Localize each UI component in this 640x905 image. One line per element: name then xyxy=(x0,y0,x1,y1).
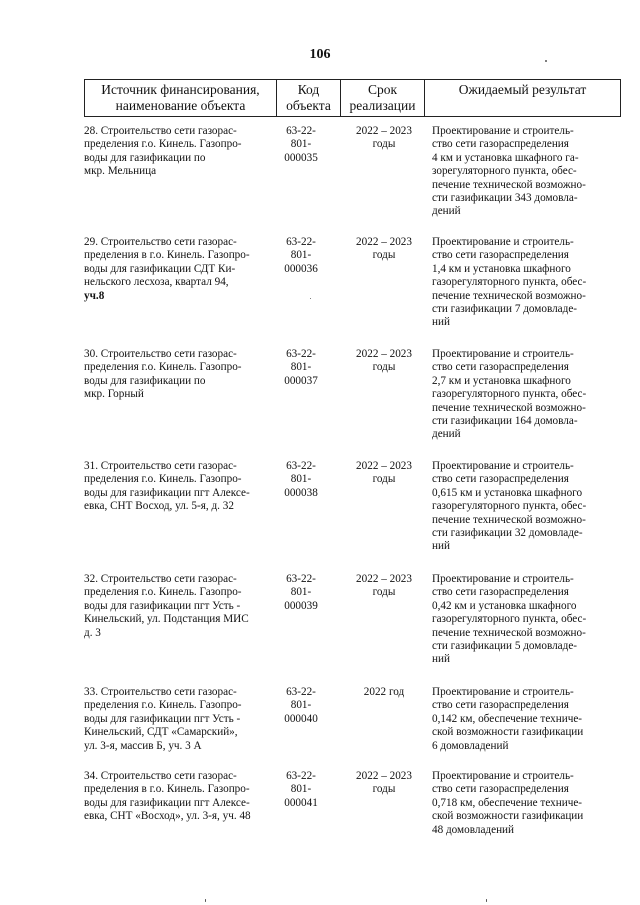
result-line: ской возможности газификации xyxy=(432,810,584,823)
result-line: сти газификации 164 домовла- xyxy=(432,415,578,428)
header-code-line: объекта xyxy=(286,98,331,113)
result-line: ство сети газораспределения xyxy=(432,699,569,712)
result-line: зорегуляторного пункта, обес- xyxy=(432,165,577,178)
source-line: пределения г.о. Кинель. Газопро- xyxy=(84,586,242,599)
result-line: ской возможности газификации xyxy=(432,726,584,739)
term-line: годы xyxy=(372,473,396,486)
result-line: ство сети газораспределения xyxy=(432,783,569,796)
code-line: 000040 xyxy=(284,712,318,725)
source-line: пределения г.о. Кинель. Газопро- xyxy=(84,361,242,374)
term-line: 2022 – 2023 xyxy=(356,125,412,137)
code-line: 801- xyxy=(290,473,312,486)
result-cell xyxy=(432,573,628,667)
source-line: 29. Строительство сети газорас- xyxy=(84,236,237,248)
term-cell xyxy=(342,125,426,152)
code-line: 801- xyxy=(290,361,312,374)
code-cell xyxy=(276,348,326,388)
code-line: 63-22- xyxy=(286,460,316,472)
result-cell xyxy=(432,460,628,554)
code-line: 801- xyxy=(290,138,312,151)
code-line: 000038 xyxy=(284,486,318,499)
header-code-line: Код xyxy=(297,82,320,97)
term-cell xyxy=(342,236,426,263)
result-line: газорегуляторного пункта, обес- xyxy=(432,388,587,401)
code-cell xyxy=(276,573,326,613)
result-line: 4 км и установка шкафного га- xyxy=(432,151,579,164)
header-result-line: Ожидаемый результат xyxy=(458,82,587,97)
term-cell xyxy=(342,686,426,699)
result-line: Проектирование и строитель- xyxy=(432,125,574,137)
result-cell xyxy=(432,686,628,753)
code-line: 63-22- xyxy=(286,236,316,248)
result-line: сти газификации 343 домовла- xyxy=(432,192,578,205)
result-line: 1,4 км и установка шкафного xyxy=(432,262,571,275)
result-line: печение технической возможно- xyxy=(432,513,586,526)
source-line: воды для газификации по xyxy=(84,151,206,164)
result-line: ство сети газораспределения xyxy=(432,586,569,599)
term-line: годы xyxy=(372,138,396,151)
scan-speck xyxy=(205,899,206,902)
code-line: 63-22- xyxy=(286,125,316,137)
result-line: ний xyxy=(432,316,450,329)
source-line: д. 3 xyxy=(84,626,101,639)
term-cell xyxy=(342,573,426,600)
result-line: газорегуляторного пункта, обес- xyxy=(432,276,587,289)
source-line: воды для газификации пгт Усть - xyxy=(84,599,241,612)
source-line: воды для газификации пгт Алексе- xyxy=(84,486,250,499)
term-line: 2022 – 2023 xyxy=(356,770,412,782)
source-line: ул. 3-я, массив Б, уч. 3 А xyxy=(84,739,202,752)
result-line: печение технической возможно- xyxy=(432,289,586,302)
result-line: дений xyxy=(432,205,461,218)
code-line: 801- xyxy=(290,783,312,796)
source-line: пределения в г.о. Кинель. Газопро- xyxy=(84,249,250,262)
code-line: 63-22- xyxy=(286,348,316,360)
source-line: 28. Строительство сети газорас- xyxy=(84,125,237,137)
code-cell xyxy=(276,236,326,276)
header-term-line: реализации xyxy=(349,98,416,113)
result-line: ство сети газораспределения xyxy=(432,361,569,374)
scan-speck xyxy=(310,298,311,299)
source-line: 34. Строительство сети газорас- xyxy=(84,770,237,782)
header-result xyxy=(425,80,621,117)
result-cell xyxy=(432,348,628,442)
code-cell xyxy=(276,770,326,810)
result-line: 0,615 км и установка шкафного xyxy=(432,486,583,499)
result-line: 2,7 км и установка шкафного xyxy=(432,374,571,387)
table-header xyxy=(84,79,621,117)
source-line: мкр. Мельница xyxy=(84,165,157,178)
page-number: 106 xyxy=(309,47,331,62)
result-line: 0,718 км, обеспечение техниче- xyxy=(432,796,583,809)
code-cell xyxy=(276,686,326,726)
source-line: евка, СНТ «Восход», ул. 3-я, уч. 48 xyxy=(84,810,251,823)
term-line: годы xyxy=(372,783,396,796)
code-line: 63-22- xyxy=(286,686,316,698)
result-line: Проектирование и строитель- xyxy=(432,460,574,472)
code-line: 000039 xyxy=(284,599,318,612)
source-cell xyxy=(84,686,280,753)
code-line: 000037 xyxy=(284,374,318,387)
result-line: сти газификации 32 домовладе- xyxy=(432,527,583,540)
code-cell xyxy=(276,460,326,500)
source-line: воды для газификации по xyxy=(84,374,206,387)
source-line: мкр. Горный xyxy=(84,388,144,401)
result-line: сти газификации 7 домовладе- xyxy=(432,303,578,316)
term-line: 2022 – 2023 xyxy=(356,573,412,585)
source-cell xyxy=(84,125,280,179)
result-line: 48 домовладений xyxy=(432,823,515,836)
scan-speck xyxy=(486,899,487,902)
source-line: пределения в г.о. Кинель. Газопро- xyxy=(84,783,250,796)
code-line: 000036 xyxy=(284,262,318,275)
source-line: евка, СНТ Восход, ул. 5-я, д. 32 xyxy=(84,500,234,513)
result-line: ний xyxy=(432,540,450,553)
header-term-line: Срок xyxy=(367,82,398,97)
source-line: 32. Строительство сети газорас- xyxy=(84,573,237,585)
source-line: пределения г.о. Кинель. Газопро- xyxy=(84,138,242,151)
source-line: воды для газификации пгт Алексе- xyxy=(84,796,250,809)
result-line: 6 домовладений xyxy=(432,739,509,752)
result-line: Проектирование и строитель- xyxy=(432,686,574,698)
result-line: Проектирование и строитель- xyxy=(432,770,574,782)
term-line: 2022 – 2023 xyxy=(356,236,412,248)
code-line: 000041 xyxy=(284,796,318,809)
source-line: нельского лесхоза, квартал 94, xyxy=(84,276,229,289)
source-line: пределения г.о. Кинель. Газопро- xyxy=(84,699,242,712)
term-line: годы xyxy=(372,361,396,374)
term-line: 2022 – 2023 xyxy=(356,348,412,360)
header-code xyxy=(277,80,341,117)
header-source-line: наименование объекта xyxy=(115,98,246,113)
source-line: Кинельский, СДТ «Самарский», xyxy=(84,726,238,739)
source-cell xyxy=(84,348,280,402)
result-line: газорегуляторного пункта, обес- xyxy=(432,613,587,626)
result-line: печение технической возможно- xyxy=(432,401,586,414)
result-line: дений xyxy=(432,428,461,441)
code-line: 801- xyxy=(290,586,312,599)
source-cell xyxy=(84,236,280,303)
term-cell xyxy=(342,770,426,797)
source-line: воды для газификации СДТ Ки- xyxy=(84,262,236,275)
code-line: 801- xyxy=(290,249,312,262)
header-source xyxy=(85,80,277,117)
term-line: годы xyxy=(372,586,396,599)
scan-speck xyxy=(545,60,547,62)
code-line: 63-22- xyxy=(286,573,316,585)
result-line: Проектирование и строитель- xyxy=(432,236,574,248)
source-line: воды для газификации пгт Усть - xyxy=(84,712,241,725)
source-cell xyxy=(84,460,280,514)
result-line: ство сети газораспределения xyxy=(432,249,569,262)
source-cell xyxy=(84,573,280,640)
result-line: сти газификации 5 домовладе- xyxy=(432,640,578,653)
term-line: годы xyxy=(372,249,396,262)
result-line: ство сети газораспределения xyxy=(432,473,569,486)
result-line: ний xyxy=(432,653,450,666)
source-line: Кинельский, ул. Подстанция МИС xyxy=(84,613,249,626)
code-line: 63-22- xyxy=(286,770,316,782)
source-line: 30. Строительство сети газорас- xyxy=(84,348,237,360)
result-cell xyxy=(432,770,628,837)
code-cell xyxy=(276,125,326,165)
term-line: 2022 – 2023 xyxy=(356,460,412,472)
result-line: Проектирование и строитель- xyxy=(432,573,574,585)
result-line: печение технической возможно- xyxy=(432,626,586,639)
result-line: 0,142 км, обеспечение техниче- xyxy=(432,712,583,725)
source-cell xyxy=(84,770,280,824)
code-line: 000035 xyxy=(284,151,318,164)
result-cell xyxy=(432,125,628,219)
result-line: Проектирование и строитель- xyxy=(432,348,574,360)
term-line: 2022 год xyxy=(363,686,405,698)
result-line: печение технической возможно- xyxy=(432,178,586,191)
result-line: газорегуляторного пункта, обес- xyxy=(432,500,587,513)
source-line: пределения г.о. Кинель. Газопро- xyxy=(84,473,242,486)
result-line: 0,42 км и установка шкафного xyxy=(432,599,577,612)
source-line: 33. Строительство сети газорас- xyxy=(84,686,237,698)
source-line: 31. Строительство сети газорас- xyxy=(84,460,237,472)
header-source-line: Источник финансирования, xyxy=(101,82,260,97)
code-line: 801- xyxy=(290,699,312,712)
source-line: уч.8 xyxy=(84,289,105,302)
term-cell xyxy=(342,348,426,375)
term-cell xyxy=(342,460,426,487)
result-cell xyxy=(432,236,628,330)
result-line: ство сети газораспределения xyxy=(432,138,569,151)
header-term xyxy=(341,80,425,117)
